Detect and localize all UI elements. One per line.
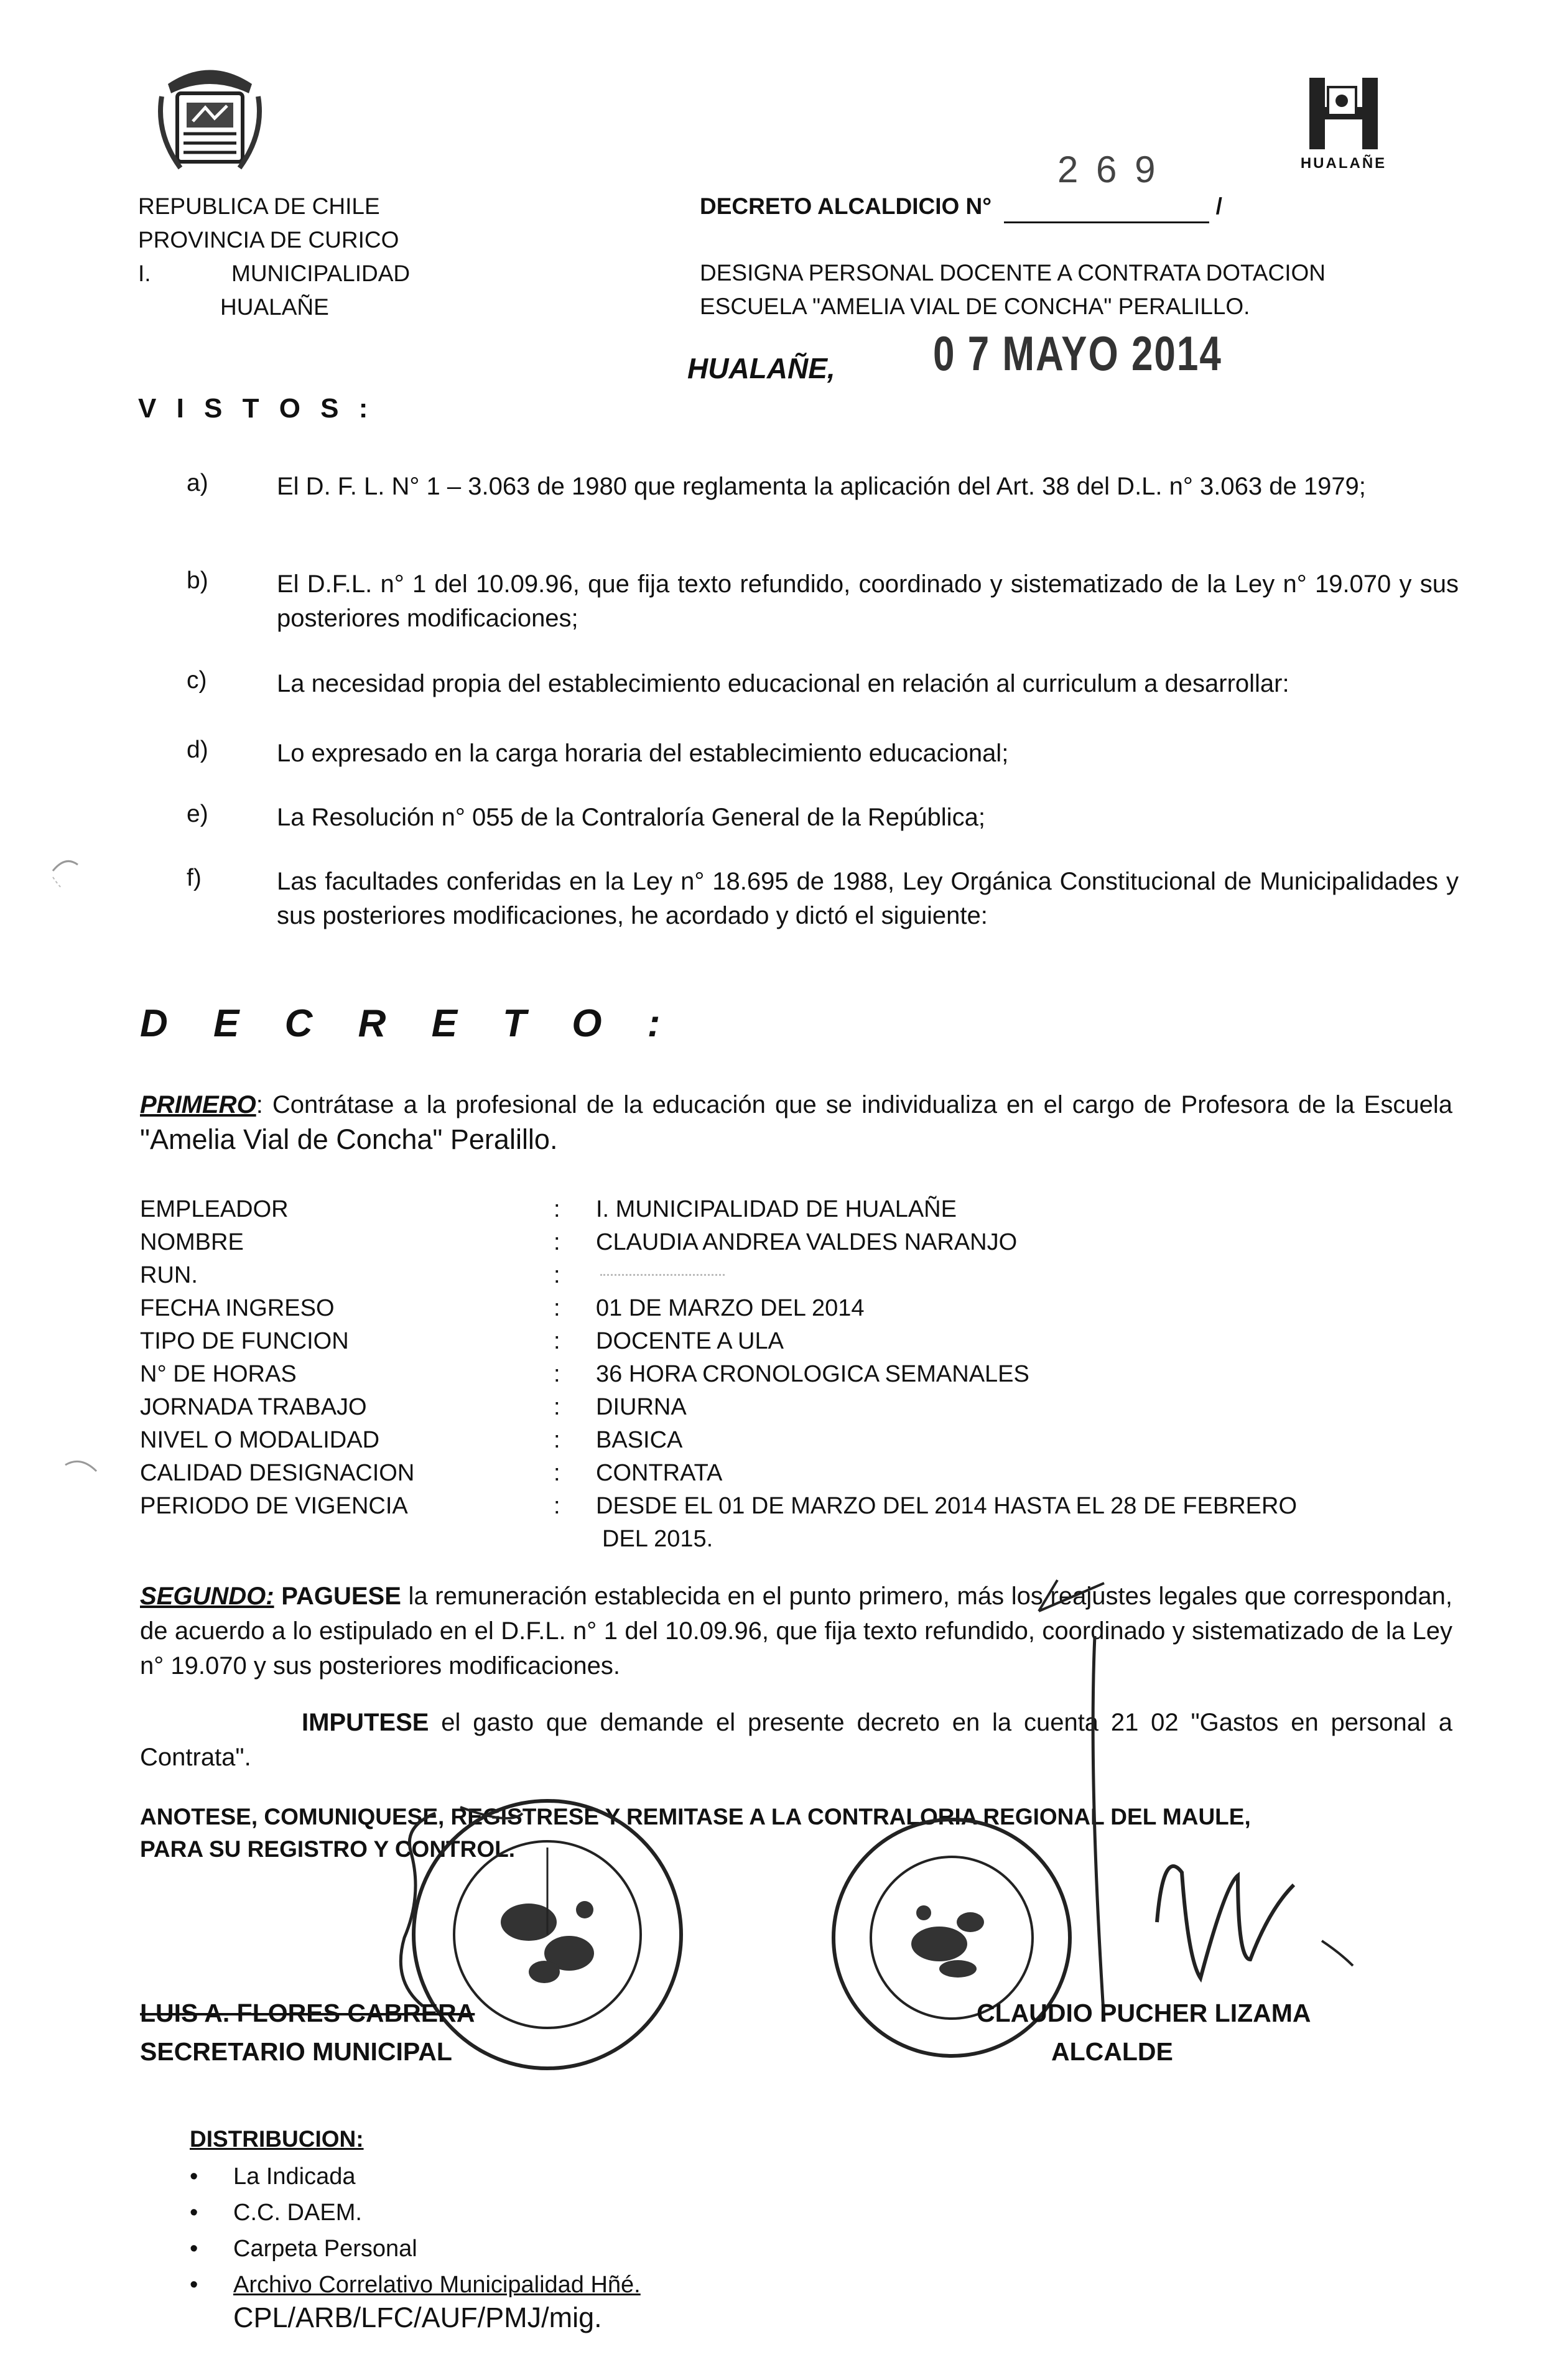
initials-line: CPL/ARB/LFC/AUF/PMJ/mig.: [233, 2302, 602, 2333]
anotese-paragraph: ANOTESE, COMUNIQUESE, REGISTRESE Y REMITASE A LA CONTRALORIA REGIONAL DEL MAULE, PARA SU REGISTRO Y CONTROL.: [140, 1804, 1251, 1862]
decreto-title: D E C R E T O :: [140, 1002, 678, 1045]
header-i: I.: [138, 261, 151, 286]
table-row: N° DE HORAS : 36 HORA CRONOLOGICA SEMANALES: [140, 1361, 1029, 1387]
table-row: PERIODO DE VIGENCIA : DESDE EL 01 DE MARZO DEL 2014 HASTA EL 28 DE FEBRERO: [140, 1493, 1298, 1519]
vistos-item: c) La necesidad propia del establecimiento educacional en relación al curriculum a desarrollar:: [187, 667, 1289, 697]
vistos-list: [187, 470, 1462, 939]
secretario-signature-block: [140, 1994, 638, 2071]
alcalde-title: ALCALDE: [1051, 2037, 1173, 2066]
table-row: TIPO DE FUNCION : DOCENTE A ULA: [140, 1328, 784, 1354]
header-commune: HUALAÑE: [220, 294, 329, 320]
distribucion-list: [190, 2159, 641, 2303]
primero-paragraph: PRIMERO: Contrátase a la profesional de la educación que se individualiza en el cargo de Profesora de la Escuela "Amelia Vial de Concha" Peralillo.: [140, 1091, 1452, 1155]
hualane-logo: [1297, 68, 1390, 180]
table-row: NOMBRE : CLAUDIA ANDREA VALDES NARANJO: [140, 1229, 1018, 1255]
margin-mark: [47, 852, 84, 890]
table-row: NIVEL O MODALIDAD : BASICA: [140, 1427, 683, 1453]
table-row: EMPLEADOR : I. MUNICIPALIDAD DE HUALAÑE: [140, 1196, 957, 1222]
vistos-item: a) El D. F. L. N° 1 – 3.063 de 1980 que reglamenta la aplicación del Art. 38 del D.L. n° 3.063 de 1979;: [187, 470, 1366, 500]
segundo-paragraph: SEGUNDO: PAGUESE la remuneración establecida en el punto primero, más los reajustes legales que correspondan, de acuerdo a lo estipulado en el D.F.L. n° 1 del 10.09.96, que fija texto refundido, coordinado y sistematizado de la Ley n° 19.070 y sus posteriores modificaciones.: [140, 1583, 1452, 1680]
decree-subject: DESIGNA PERSONAL DOCENTE A CONTRATA DOTACION ESCUELA "AMELIA VIAL DE CONCHA" PERALILLO.: [700, 260, 1326, 319]
secretario-handwritten-signature: [249, 1801, 622, 2025]
vistos-item: f) Las facultades conferidas en la Ley n° 18.695 de 1988, Ley Orgánica Constitucional de Municipalidades y sus posteriores modificaciones, he acordado y dictó el siguiente:: [187, 865, 1459, 929]
vistos-item: e) La Resolución n° 055 de la Contraloría General de la República;: [187, 801, 985, 831]
distribucion-title: DISTRIBUCION:: [190, 2126, 364, 2152]
segundo-label: SEGUNDO:: [140, 1583, 274, 1610]
list-item: • Archivo Correlativo Municipalidad Hñé.: [190, 2272, 641, 2298]
secretario-name: LUIS A. FLORES CABRERA: [140, 1999, 475, 2027]
employee-data-table: [140, 1193, 1452, 1556]
list-item: • Carpeta Personal: [190, 2236, 417, 2262]
alcalde-name: CLAUDIO PUCHER LIZAMA: [977, 1999, 1311, 2027]
list-item: • La Indicada: [190, 2164, 356, 2190]
table-row: DEL 2015.: [602, 1526, 713, 1552]
decree-number-stamp: 2 6 9: [1057, 149, 1159, 190]
margin-mark: [62, 1453, 100, 1477]
vistos-item: d) Lo expresado en la carga horaria del establecimiento educacional;: [187, 737, 1009, 767]
header-province: PROVINCIA DE CURICO: [138, 227, 399, 253]
hualane-logo-text: HUALAÑE: [1300, 155, 1387, 172]
alcalde-handwritten-signature: [1033, 1561, 1356, 2034]
secretario-title: SECRETARIO MUNICIPAL: [140, 2037, 452, 2066]
imputese-paragraph: IMPUTESE el gasto que demande el presente decreto en la cuenta 21 02 "Gastos en personal a Contrata".: [140, 1709, 1452, 1771]
alcalde-signature-block: [977, 1994, 1412, 2071]
vistos-item: b) El D.F.L. n° 1 del 10.09.96, que fija texto refundido, coordinado y sistematizado de la Ley n° 19.070 y sus posteriores modificaciones;: [187, 567, 1459, 632]
school-name: "Amelia Vial de Concha" Peralillo.: [140, 1123, 558, 1155]
list-item: • C.C. DAEM.: [190, 2200, 362, 2226]
table-row: CALIDAD DESIGNACION : CONTRATA: [140, 1460, 723, 1486]
decree-number-line: [1004, 200, 1209, 223]
run-redacted-mark: [600, 1274, 725, 1276]
primero-label: PRIMERO: [140, 1091, 256, 1118]
header-municipality: MUNICIPALIDAD: [231, 261, 411, 286]
table-row: JORNADA TRABAJO : DIURNA: [140, 1394, 687, 1420]
municipal-crest-logo: [156, 59, 264, 174]
header-country: REPUBLICA DE CHILE: [138, 193, 380, 219]
decree-date-stamp: 0 7 MAYO 2014: [933, 327, 1222, 381]
vistos-title: V I S T O S :: [138, 393, 374, 424]
decree-label: DECRETO ALCALDICIO N° /: [700, 190, 1235, 223]
header-left-block: [138, 190, 449, 324]
table-row: RUN. :: [140, 1259, 1452, 1292]
table-row: FECHA INGRESO : 01 DE MARZO DEL 2014: [140, 1295, 865, 1321]
decree-place: HUALAÑE,: [687, 352, 835, 384]
